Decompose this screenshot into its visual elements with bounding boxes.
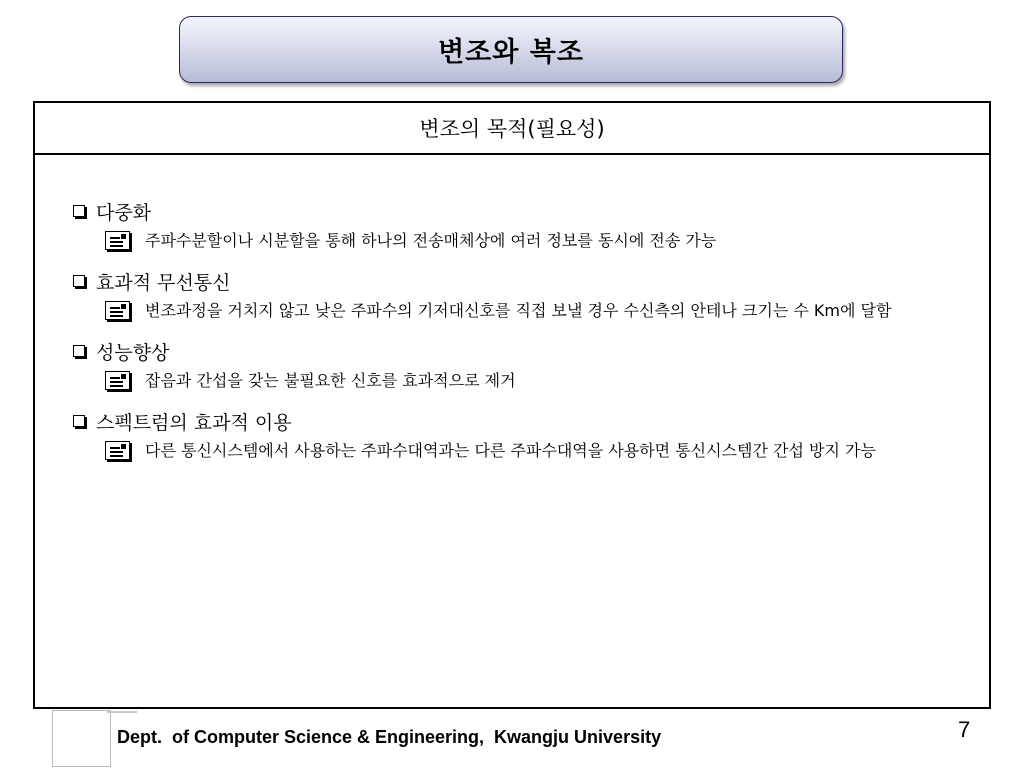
sub-bullet-row <box>105 229 969 253</box>
checkbox-icon <box>73 205 85 217</box>
sub-bullet-text: 변조과정을 거치지 않고 낮은 주파수의 기저대신호를 직접 보낼 경우 수신측의 안테나 크기는 수 Km에 달함 <box>145 301 892 320</box>
sub-bullet-row <box>105 369 969 393</box>
bullet-heading: 성능향상 <box>96 341 170 364</box>
footer-logo-box <box>52 710 111 767</box>
section-header <box>35 103 989 155</box>
list-item <box>71 337 969 393</box>
page-number: 7 <box>958 717 971 742</box>
bullet-heading: 스펙트럼의 효과적 이용 <box>96 411 292 434</box>
sub-bullet-text: 주파수분할이나 시분할을 통해 하나의 전송매체상에 여러 정보를 동시에 전송 가능 <box>145 231 717 250</box>
sub-bullet-row <box>105 439 969 463</box>
slide-title: 변조와 복조 <box>438 37 584 68</box>
note-icon <box>105 371 130 390</box>
note-icon <box>105 441 130 460</box>
bullet-heading-row <box>71 267 969 295</box>
footer-department: Dept. of Computer Science & Engineering, Kwangju University <box>117 727 662 747</box>
slide-title-banner <box>179 16 843 83</box>
list-item <box>71 197 969 253</box>
sub-bullet-row <box>105 299 969 323</box>
bullet-list <box>71 197 969 477</box>
bullet-heading: 다중화 <box>96 201 152 224</box>
bullet-heading-row <box>71 407 969 435</box>
list-item <box>71 267 969 323</box>
bullet-heading: 효과적 무선통신 <box>96 271 231 294</box>
checkbox-icon <box>73 275 85 287</box>
note-icon <box>105 231 130 250</box>
section-title: 변조의 목적(필요성) <box>419 117 605 141</box>
sub-bullet-text: 다른 통신시스템에서 사용하는 주파수대역과는 다른 주파수대역을 사용하면 통신시스템간 간섭 방지 가능 <box>145 441 876 460</box>
content-frame <box>33 101 991 709</box>
list-item <box>71 407 969 463</box>
checkbox-icon <box>73 345 85 357</box>
bullet-heading-row <box>71 337 969 365</box>
bullet-heading-row <box>71 197 969 225</box>
checkbox-icon <box>73 415 85 427</box>
note-icon <box>105 301 130 320</box>
sub-bullet-text: 잡음과 간섭을 갖는 불필요한 신호를 효과적으로 제거 <box>145 371 516 390</box>
footer-divider <box>107 711 137 713</box>
